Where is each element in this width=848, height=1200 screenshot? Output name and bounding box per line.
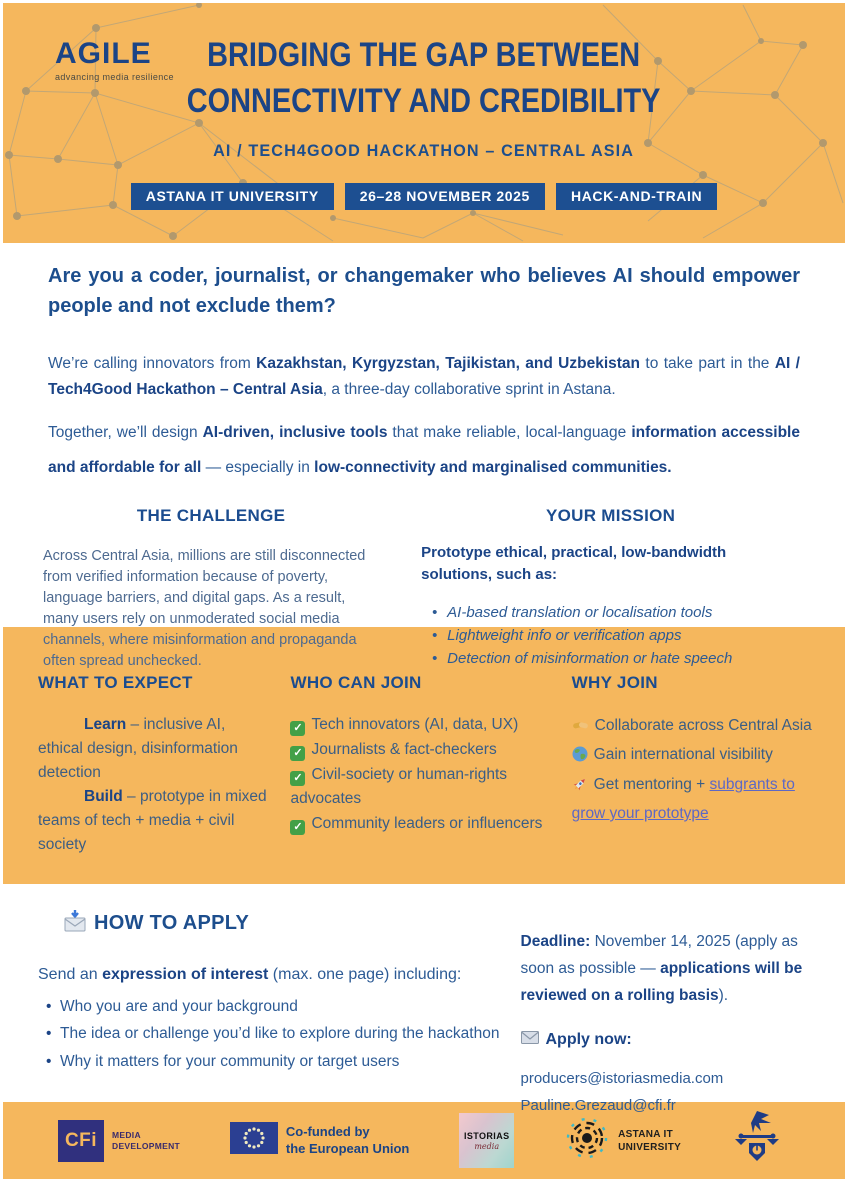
why-column bbox=[572, 673, 817, 884]
envelope-arrow-icon bbox=[63, 910, 87, 937]
agile-logo-wordmark: AGILE bbox=[55, 37, 152, 70]
eu-cofunded-label: Co-funded by the European Union bbox=[285, 1124, 410, 1156]
apply-list bbox=[38, 995, 505, 1073]
eu-flag-icon bbox=[230, 1122, 278, 1159]
why-item: Collaborate across Central Asia bbox=[572, 713, 817, 742]
eu-cofunded-logo bbox=[230, 1122, 410, 1159]
date-badge: 26–28 NOVEMBER 2025 bbox=[345, 183, 545, 210]
challenge-body: Across Central Asia, millions are still disconnected from verified information because of poverty, language barriers, and digital gaps. As a result, many users rely on unmoderated social media channels, where misinformation and propaganda often spread unchecked. bbox=[43, 547, 366, 669]
cfi-logo bbox=[58, 1120, 180, 1162]
check-icon: ✓ bbox=[290, 820, 305, 835]
expect-item-build: Build – prototype in mixed teams of tech + media + civil society bbox=[38, 788, 267, 854]
check-icon: ✓ bbox=[290, 721, 305, 736]
mission-list bbox=[421, 601, 800, 671]
apply-left-column bbox=[38, 910, 505, 1102]
join-item: ✓ Civil-society or human-rights advocates bbox=[290, 765, 508, 808]
expect-item-learn: Learn – inclusive AI, ethical design, disinformation detection bbox=[38, 716, 238, 782]
check-icon: ✓ bbox=[290, 746, 305, 761]
mission-column bbox=[421, 506, 800, 672]
rocket-icon bbox=[572, 775, 588, 801]
apply-heading: HOW TO APPLY bbox=[94, 912, 250, 934]
email-istorias: producers@istoriasmedia.com bbox=[520, 1070, 724, 1088]
bird-scales-emblem-logo bbox=[731, 1109, 783, 1172]
join-column bbox=[290, 673, 549, 884]
why-list bbox=[572, 713, 817, 827]
subgrants-link[interactable]: subgrants to grow your prototype bbox=[571, 775, 795, 823]
intro-section bbox=[3, 243, 845, 669]
mission-bullet: • Detection of misinformation or hate speech bbox=[447, 647, 800, 670]
agile-logo-tagline: advancing media resilience bbox=[55, 72, 174, 82]
join-heading: WHO CAN JOIN bbox=[290, 673, 422, 692]
aitu-label: ASTANA IT UNIVERSITY bbox=[618, 1128, 682, 1153]
join-item: ✓ Journalists & fact-checkers bbox=[290, 738, 549, 763]
check-icon: ✓ bbox=[290, 771, 305, 786]
mission-heading: YOUR MISSION bbox=[545, 505, 676, 525]
email-cfi: Pauline.Grezaud@cfi.fr bbox=[520, 1097, 676, 1115]
mission-bullet: • AI-based translation or localisation tools bbox=[447, 601, 800, 624]
challenge-heading: THE CHALLENGE bbox=[136, 505, 286, 525]
deadline-text: Deadline: November 14, 2025 (apply as soon as possible — applications will be reviewed on a rolling basis). bbox=[520, 933, 803, 1005]
join-item: ✓ Tech innovators (AI, data, UX) bbox=[290, 713, 549, 738]
why-heading: WHY JOIN bbox=[571, 673, 658, 692]
join-item: ✓ Community leaders or influencers bbox=[290, 812, 549, 837]
apply-bullet: • The idea or challenge you’d like to explore during the hackathon bbox=[60, 1022, 505, 1045]
event-subtitle: AI / TECH4GOOD HACKATHON – CENTRAL ASIA bbox=[213, 140, 635, 160]
apply-lead: Send an expression of interest (max. one page) including: bbox=[38, 966, 462, 983]
venue-badge: ASTANA IT UNIVERSITY bbox=[131, 183, 334, 210]
apply-bullet: • Why it matters for your community or target users bbox=[60, 1050, 505, 1073]
apply-now-label: Apply now: bbox=[545, 1031, 632, 1049]
intro-headline: Are you a coder, journalist, or changemaker who believes AI should empower people and not exclude them? bbox=[48, 265, 800, 317]
hero-section bbox=[3, 3, 845, 243]
expect-heading: WHAT TO EXPECT bbox=[38, 673, 193, 692]
challenge-column bbox=[41, 506, 381, 672]
format-badge: HACK-AND-TRAIN bbox=[556, 183, 717, 210]
intro-paragraph-1: We’re calling innovators from Kazakhstan, Kyrgyzstan, Tajikistan, and Uzbekistan to take part in the AI / Tech4Good Hackathon – Central Asia, a three-day collaborative sprint in Astana. bbox=[48, 355, 800, 398]
aitu-emblem-icon bbox=[564, 1115, 610, 1166]
badge-row bbox=[131, 183, 717, 210]
cfi-logo-mark: CFi bbox=[58, 1120, 104, 1162]
apply-bullet: • Who you are and your background bbox=[60, 995, 505, 1018]
expect-column bbox=[38, 673, 268, 884]
why-item: Get mentoring + subgrants to grow your prototype bbox=[571, 775, 795, 823]
cfi-logo-label: MEDIA DEVELOPMENT bbox=[112, 1129, 181, 1151]
globe-icon bbox=[572, 745, 588, 771]
istorias-media-logo: ISTORIAS media bbox=[459, 1113, 514, 1168]
page-title-line1: BRIDGING THE GAP BETWEEN bbox=[207, 36, 641, 74]
page-title-line2: CONNECTIVITY AND CREDIBILITY bbox=[187, 81, 661, 120]
mission-lead: Prototype ethical, practical, low-bandwidth solutions, such as: bbox=[421, 543, 727, 584]
apply-right-column bbox=[520, 910, 818, 1115]
page-title bbox=[187, 33, 661, 125]
astana-it-university-logo bbox=[564, 1115, 681, 1166]
intro-paragraph-2: Together, we’ll design AI-driven, inclusive tools that make reliable, local-language information accessible and affordable for all — especially in low-connectivity and marginalised communities. bbox=[48, 424, 800, 476]
apply-section bbox=[3, 884, 845, 1115]
handshake-icon bbox=[572, 716, 589, 742]
join-list bbox=[290, 713, 549, 837]
why-item: Gain international visibility bbox=[572, 742, 817, 771]
mission-bullet: • Lightweight info or verification apps bbox=[447, 624, 800, 647]
envelope-icon bbox=[521, 1031, 539, 1049]
